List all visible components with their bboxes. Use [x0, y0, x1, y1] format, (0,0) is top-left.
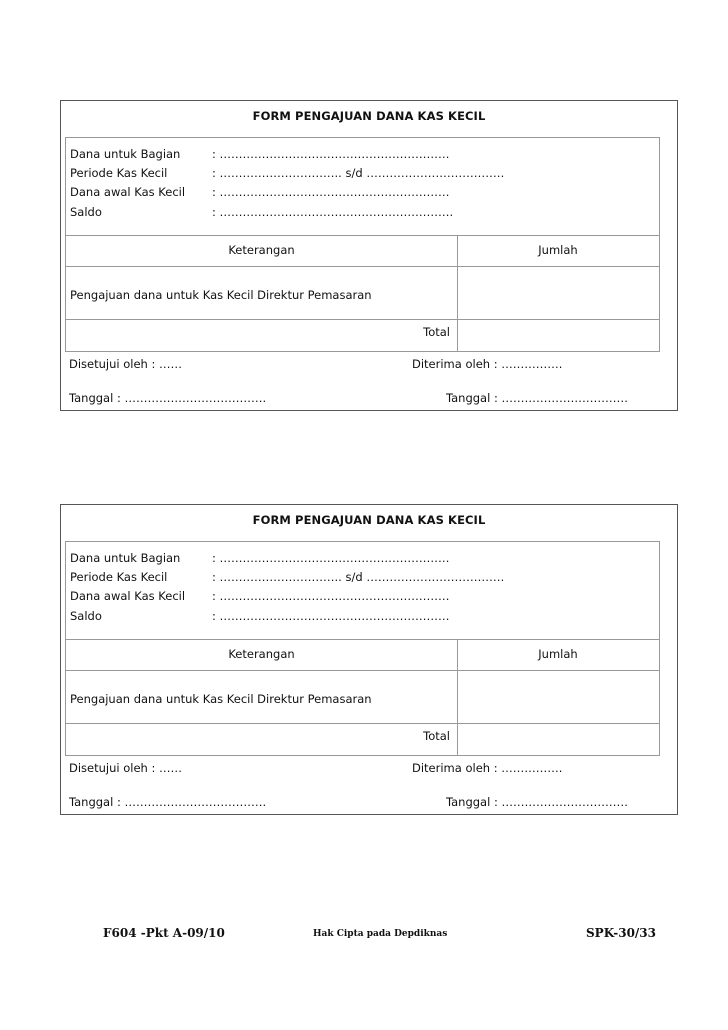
field-value[interactable]: : ………………………….. s/d ………………………………	[212, 166, 505, 180]
header-keterangan: Keterangan	[228, 647, 295, 661]
header-jumlah: Jumlah	[538, 243, 578, 257]
received-by: Diterima oleh : …………….	[412, 761, 563, 775]
row-description: Pengajuan dana untuk Kas Kecil Direktur Pemasaran	[70, 692, 372, 706]
header-keterangan: Keterangan	[228, 243, 295, 257]
field-value[interactable]: : ……………………………………………………	[212, 551, 450, 565]
field-value[interactable]: : ………………………….. s/d ………………………………	[212, 570, 505, 584]
field-value[interactable]: : ……………………………………………………	[212, 609, 450, 623]
form-table	[65, 639, 660, 756]
field-label: Saldo	[70, 205, 102, 219]
row-divider	[66, 670, 659, 671]
row-divider	[66, 319, 659, 320]
field-value[interactable]: : …………………………………………………….	[212, 205, 454, 219]
received-by: Diterima oleh : …………….	[412, 357, 563, 371]
total-label: Total	[423, 729, 450, 743]
form-info-box	[65, 137, 660, 235]
field-label: Periode Kas Kecil	[70, 166, 168, 180]
form-title: FORM PENGAJUAN DANA KAS KECIL	[252, 109, 486, 123]
field-value[interactable]: : ……………………………………………………	[212, 185, 450, 199]
approved-by: Disetujui oleh : ……	[69, 357, 183, 371]
form-table	[65, 235, 660, 352]
form-title: FORM PENGAJUAN DANA KAS KECIL	[252, 513, 486, 527]
row-divider	[66, 266, 659, 267]
field-label: Dana untuk Bagian	[70, 551, 181, 565]
petty-cash-form-1	[60, 100, 678, 411]
date-left: Tanggal : ……………………………….	[69, 391, 267, 405]
row-divider	[66, 723, 659, 724]
footer-page-code: SPK-30/33	[586, 926, 657, 940]
form-info-box	[65, 541, 660, 639]
field-value[interactable]: : ……………………………………………………	[212, 589, 450, 603]
footer-doc-code: F604 -Pkt A-09/10	[103, 926, 225, 940]
field-label: Dana awal Kas Kecil	[70, 589, 186, 603]
date-right: Tanggal : ……………………………	[446, 391, 628, 405]
field-value[interactable]: : ……………………………………………………	[212, 147, 450, 161]
date-right: Tanggal : ……………………………	[446, 795, 628, 809]
footer-copyright: Hak Cipta pada Depdiknas	[313, 929, 448, 939]
field-label: Saldo	[70, 609, 102, 623]
petty-cash-form-2	[60, 504, 678, 815]
row-description: Pengajuan dana untuk Kas Kecil Direktur Pemasaran	[70, 288, 372, 302]
field-label: Dana awal Kas Kecil	[70, 185, 186, 199]
field-label: Periode Kas Kecil	[70, 570, 168, 584]
header-jumlah: Jumlah	[538, 647, 578, 661]
field-label: Dana untuk Bagian	[70, 147, 181, 161]
date-left: Tanggal : ……………………………….	[69, 795, 267, 809]
total-label: Total	[423, 325, 450, 339]
approved-by: Disetujui oleh : ……	[69, 761, 183, 775]
